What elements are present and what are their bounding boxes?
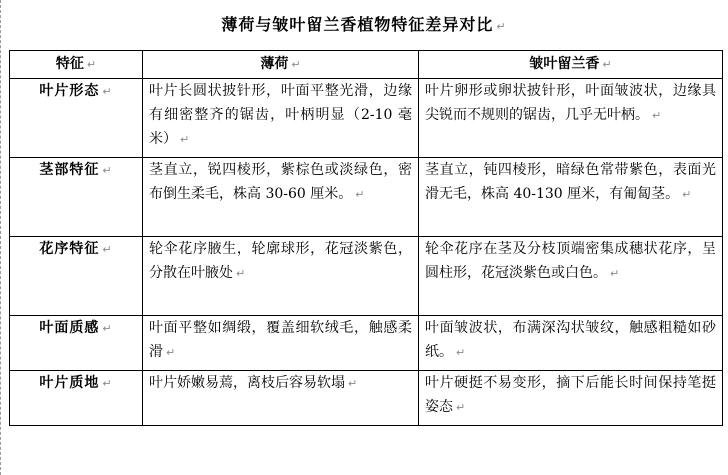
spearmint-cell: 轮伞花序在茎及分枝顶端密集成穗状花序，呈圆柱形，花冠淡紫色或白色。 ↵	[419, 237, 723, 316]
mint-cell: 叶面平整如绸缎，覆盖细软绒毛，触感柔滑 ↵	[143, 316, 419, 371]
feature-cell: 花序特征 ↵	[10, 237, 143, 316]
spearmint-cell: 叶片硬挺不易变形，摘下后能长时间保持笔挺姿态 ↵	[419, 371, 723, 426]
table-row	[10, 158, 723, 237]
mint-cell: 叶片娇嫩易蔫，离枝后容易软塌 ↵	[143, 371, 419, 426]
table-row	[10, 316, 723, 371]
spearmint-cell: 叶面皱波状，布满深沟状皱纹，触感粗糙如砂纸。 ↵	[419, 316, 723, 371]
comparison-table	[9, 50, 723, 426]
document-title	[0, 12, 728, 35]
title-text: 薄荷与皱叶留兰香植物特征差异对比	[221, 15, 494, 34]
header-spearmint: 皱叶留兰香 ↵	[419, 51, 723, 79]
table-row	[10, 79, 723, 158]
header-feature: 特征 ↵	[10, 51, 143, 79]
spearmint-cell: 叶片卵形或卵状披针形，叶面皱波状，边缘具尖锐而不规则的锯齿，几乎无叶柄。 ↵	[419, 79, 723, 158]
feature-cell: 叶面质感 ↵	[10, 316, 143, 371]
mint-cell: 轮伞花序腋生，轮廓球形，花冠淡紫色，分散在叶腋处 ↵	[143, 237, 419, 316]
feature-cell: 叶片形态 ↵	[10, 79, 143, 158]
header-mint: 薄荷 ↵	[143, 51, 419, 79]
paragraph-mark: ↵	[496, 20, 507, 33]
spearmint-cell: 茎直立，钝四棱形，暗绿色常带紫色，表面光滑无毛，株高 40-130 厘米，有匍匐茎。 ↵	[419, 158, 723, 237]
table-header-row	[10, 51, 723, 79]
feature-cell: 茎部特征 ↵	[10, 158, 143, 237]
mint-cell: 叶片长圆状披针形，叶面平整光滑，边缘有细密整齐的锯齿，叶柄明显（2-10 毫米） ↵	[143, 79, 419, 158]
table-row	[10, 371, 723, 426]
feature-cell: 叶片质地 ↵	[10, 371, 143, 426]
mint-cell: 茎直立，锐四棱形，紫棕色或淡绿色，密布倒生柔毛，株高 30-60 厘米。 ↵	[143, 158, 419, 237]
page-margin-guide	[0, 0, 1, 475]
table-row	[10, 237, 723, 316]
